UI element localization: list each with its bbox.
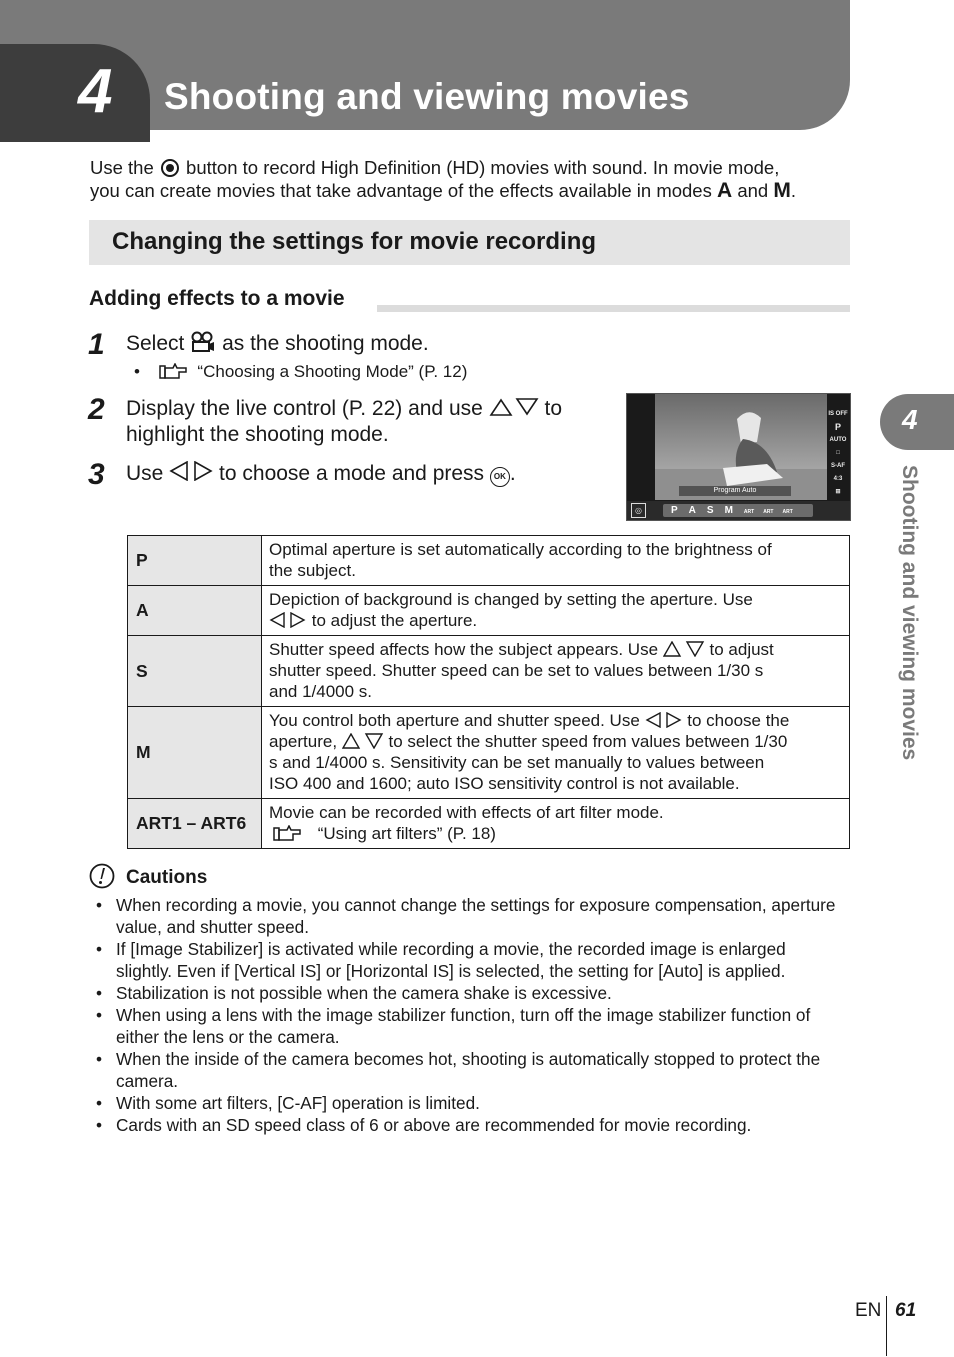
screen-right-icon: AUTO — [829, 437, 847, 443]
table-line: shutter speed. Shutter speed can be set to values between 1/30 s — [269, 661, 764, 680]
table-value — [262, 586, 850, 636]
bullet-text: “Choosing a Shooting Mode” (P. 12) — [197, 362, 468, 381]
table-row — [128, 536, 850, 586]
mode-a-label: A — [717, 179, 733, 202]
screen-mode-item: A — [688, 505, 696, 516]
table-line: Optimal aperture is set automatically according to the brightness of — [269, 540, 772, 559]
screen-mode-item: S — [706, 505, 714, 516]
step-number: 3 — [88, 458, 105, 491]
screen-right-icons — [828, 408, 848, 499]
subsection-title: Adding effects to a movie — [89, 287, 345, 310]
step-text: to — [544, 397, 563, 420]
up-down-arrows-icon — [489, 398, 539, 416]
table-text: to choose the — [687, 711, 790, 730]
step-1-bullet: • “Choosing a Shooting Mode” (P. 12) — [134, 362, 468, 381]
step-number: 1 — [88, 328, 105, 361]
table-line — [269, 823, 841, 844]
screen-mode-label: Program Auto — [713, 487, 757, 494]
ok-button-icon: OK — [490, 467, 510, 487]
screen-right-icon: □ — [836, 450, 840, 456]
intro-text: . — [790, 180, 796, 201]
table-key: A — [128, 586, 262, 636]
table-line: s and 1/4000 s. Sensitivity can be set manually to values between — [269, 753, 765, 772]
cautions-list — [95, 895, 845, 1138]
step-text: as the shooting mode. — [222, 332, 429, 355]
table-line — [269, 610, 841, 631]
table-line: and 1/4000 s. — [269, 682, 373, 701]
step-text: Use — [126, 462, 164, 485]
table-text: to select the shutter speed from values between 1/30 — [388, 732, 788, 751]
cautions-title: Cautions — [126, 867, 208, 888]
screen-mode-item: ART — [782, 509, 793, 515]
table-row — [128, 707, 850, 799]
step-3-text — [126, 461, 516, 487]
table-text: Shutter speed affects how the subject appears. Use — [269, 640, 659, 659]
list-item: • When the inside of the camera becomes hot, shooting is automatically stopped to protect the camera. — [95, 1049, 845, 1093]
mode-table — [127, 535, 850, 849]
screen-right-icon: IS OFF — [828, 411, 848, 417]
table-value — [262, 799, 850, 849]
table-value — [262, 536, 850, 586]
footer-divider — [886, 1296, 887, 1356]
list-item: • With some art filters, [C-AF] operation is limited. — [95, 1093, 845, 1115]
intro-text: Use the — [90, 157, 154, 178]
footer-language: EN — [855, 1300, 882, 1321]
table-line — [269, 731, 841, 752]
screen-mode-item: ART — [763, 509, 774, 515]
step-text: to choose a mode and press — [219, 462, 485, 485]
list-item: • Cards with an SD speed class of 6 or above are recommended for movie recording. — [95, 1115, 845, 1137]
list-item: • When using a lens with the image stabilizer function, turn off the image stabilizer function of either the lens or the camera. — [95, 1005, 845, 1049]
movie-button-icon — [161, 159, 179, 177]
table-line: ISO 400 and 1600; auto ISO sensitivity control is not available. — [269, 774, 740, 793]
list-item: • If [Image Stabilizer] is activated while recording a movie, the recorded image is enlarged slightly. Even if [Vertical IS] or [Horizontal IS] is selected, the setting for [Auto] is applied. — [95, 939, 845, 983]
table-key: P — [128, 536, 262, 586]
list-item: • Stabilization is not possible when the camera shake is excessive. — [95, 983, 845, 1005]
intro-line-2 — [90, 179, 796, 202]
up-down-arrows-icon — [342, 733, 384, 749]
table-text: to adjust — [709, 640, 774, 659]
intro-text: and — [737, 180, 769, 201]
table-text: aperture, — [269, 732, 338, 751]
table-row — [128, 799, 850, 849]
table-key: ART1 – ART6 — [128, 799, 262, 849]
step-text: Select — [126, 332, 185, 355]
caution-icon — [89, 863, 115, 889]
table-text: You control both aperture and shutter speed. Use — [269, 711, 640, 730]
step-1-text — [126, 331, 429, 357]
side-chapter-number: 4 — [902, 404, 918, 435]
step-text: Display the live control (P. 22) and use — [126, 397, 483, 420]
table-line — [269, 639, 841, 660]
screen-mode-item: P — [671, 505, 678, 516]
page-number: 61 — [895, 1300, 917, 1321]
list-item: • When recording a movie, you cannot change the settings for exposure compensation, aperture value, and shutter speed. — [95, 895, 845, 939]
intro-text: button to record High Definition (HD) movies with sound. In movie mode, — [186, 157, 780, 178]
side-chapter-label: Shooting and viewing movies — [898, 465, 921, 761]
step-2-text — [126, 396, 562, 422]
table-row — [128, 636, 850, 707]
movie-mode-icon — [190, 331, 216, 353]
left-right-arrows-icon — [269, 612, 307, 628]
left-right-arrows-icon — [645, 712, 683, 728]
intro-line-1 — [90, 156, 779, 179]
table-text: “Using art filters” (P. 18) — [317, 824, 496, 843]
table-line: Movie can be recorded with effects of art filter mode. — [269, 803, 664, 822]
screen-right-icon: S-AF — [831, 463, 845, 469]
chapter-tab — [0, 44, 150, 142]
table-row — [128, 586, 850, 636]
table-key: S — [128, 636, 262, 707]
step-number: 2 — [88, 393, 105, 426]
table-line — [269, 710, 841, 731]
chapter-title: Shooting and viewing movies — [164, 76, 690, 117]
section-title: Changing the settings for movie recording — [112, 228, 597, 255]
table-text: to adjust the aperture. — [311, 611, 478, 630]
subsection-rule — [377, 305, 850, 312]
screen-movie-icon: ◎ — [631, 503, 646, 518]
table-line: the subject. — [269, 561, 356, 580]
screen-mode-item: ART — [743, 509, 755, 515]
screen-mode-item: M — [724, 505, 733, 516]
table-value — [262, 707, 850, 799]
screen-mode-list — [671, 503, 793, 520]
left-right-arrows-icon — [169, 461, 213, 481]
step-text: highlight the shooting mode. — [126, 423, 389, 446]
intro-text: you can create movies that take advantage of the effects available in modes — [90, 180, 712, 201]
up-down-arrows-icon — [663, 641, 705, 657]
screen-right-icon: ⊞ — [835, 489, 841, 495]
table-line: Depiction of background is changed by setting the aperture. Use — [269, 590, 753, 609]
camera-screen-image — [626, 393, 851, 521]
step-text: . — [509, 462, 516, 485]
screen-right-icon: P — [834, 422, 841, 432]
mode-m-label: M — [773, 179, 791, 202]
table-key: M — [128, 707, 262, 799]
table-value — [262, 636, 850, 707]
reference-icon — [159, 363, 187, 379]
screen-right-icon: 4:3 — [833, 476, 843, 482]
chapter-number: 4 — [78, 57, 113, 126]
reference-icon — [273, 825, 301, 841]
